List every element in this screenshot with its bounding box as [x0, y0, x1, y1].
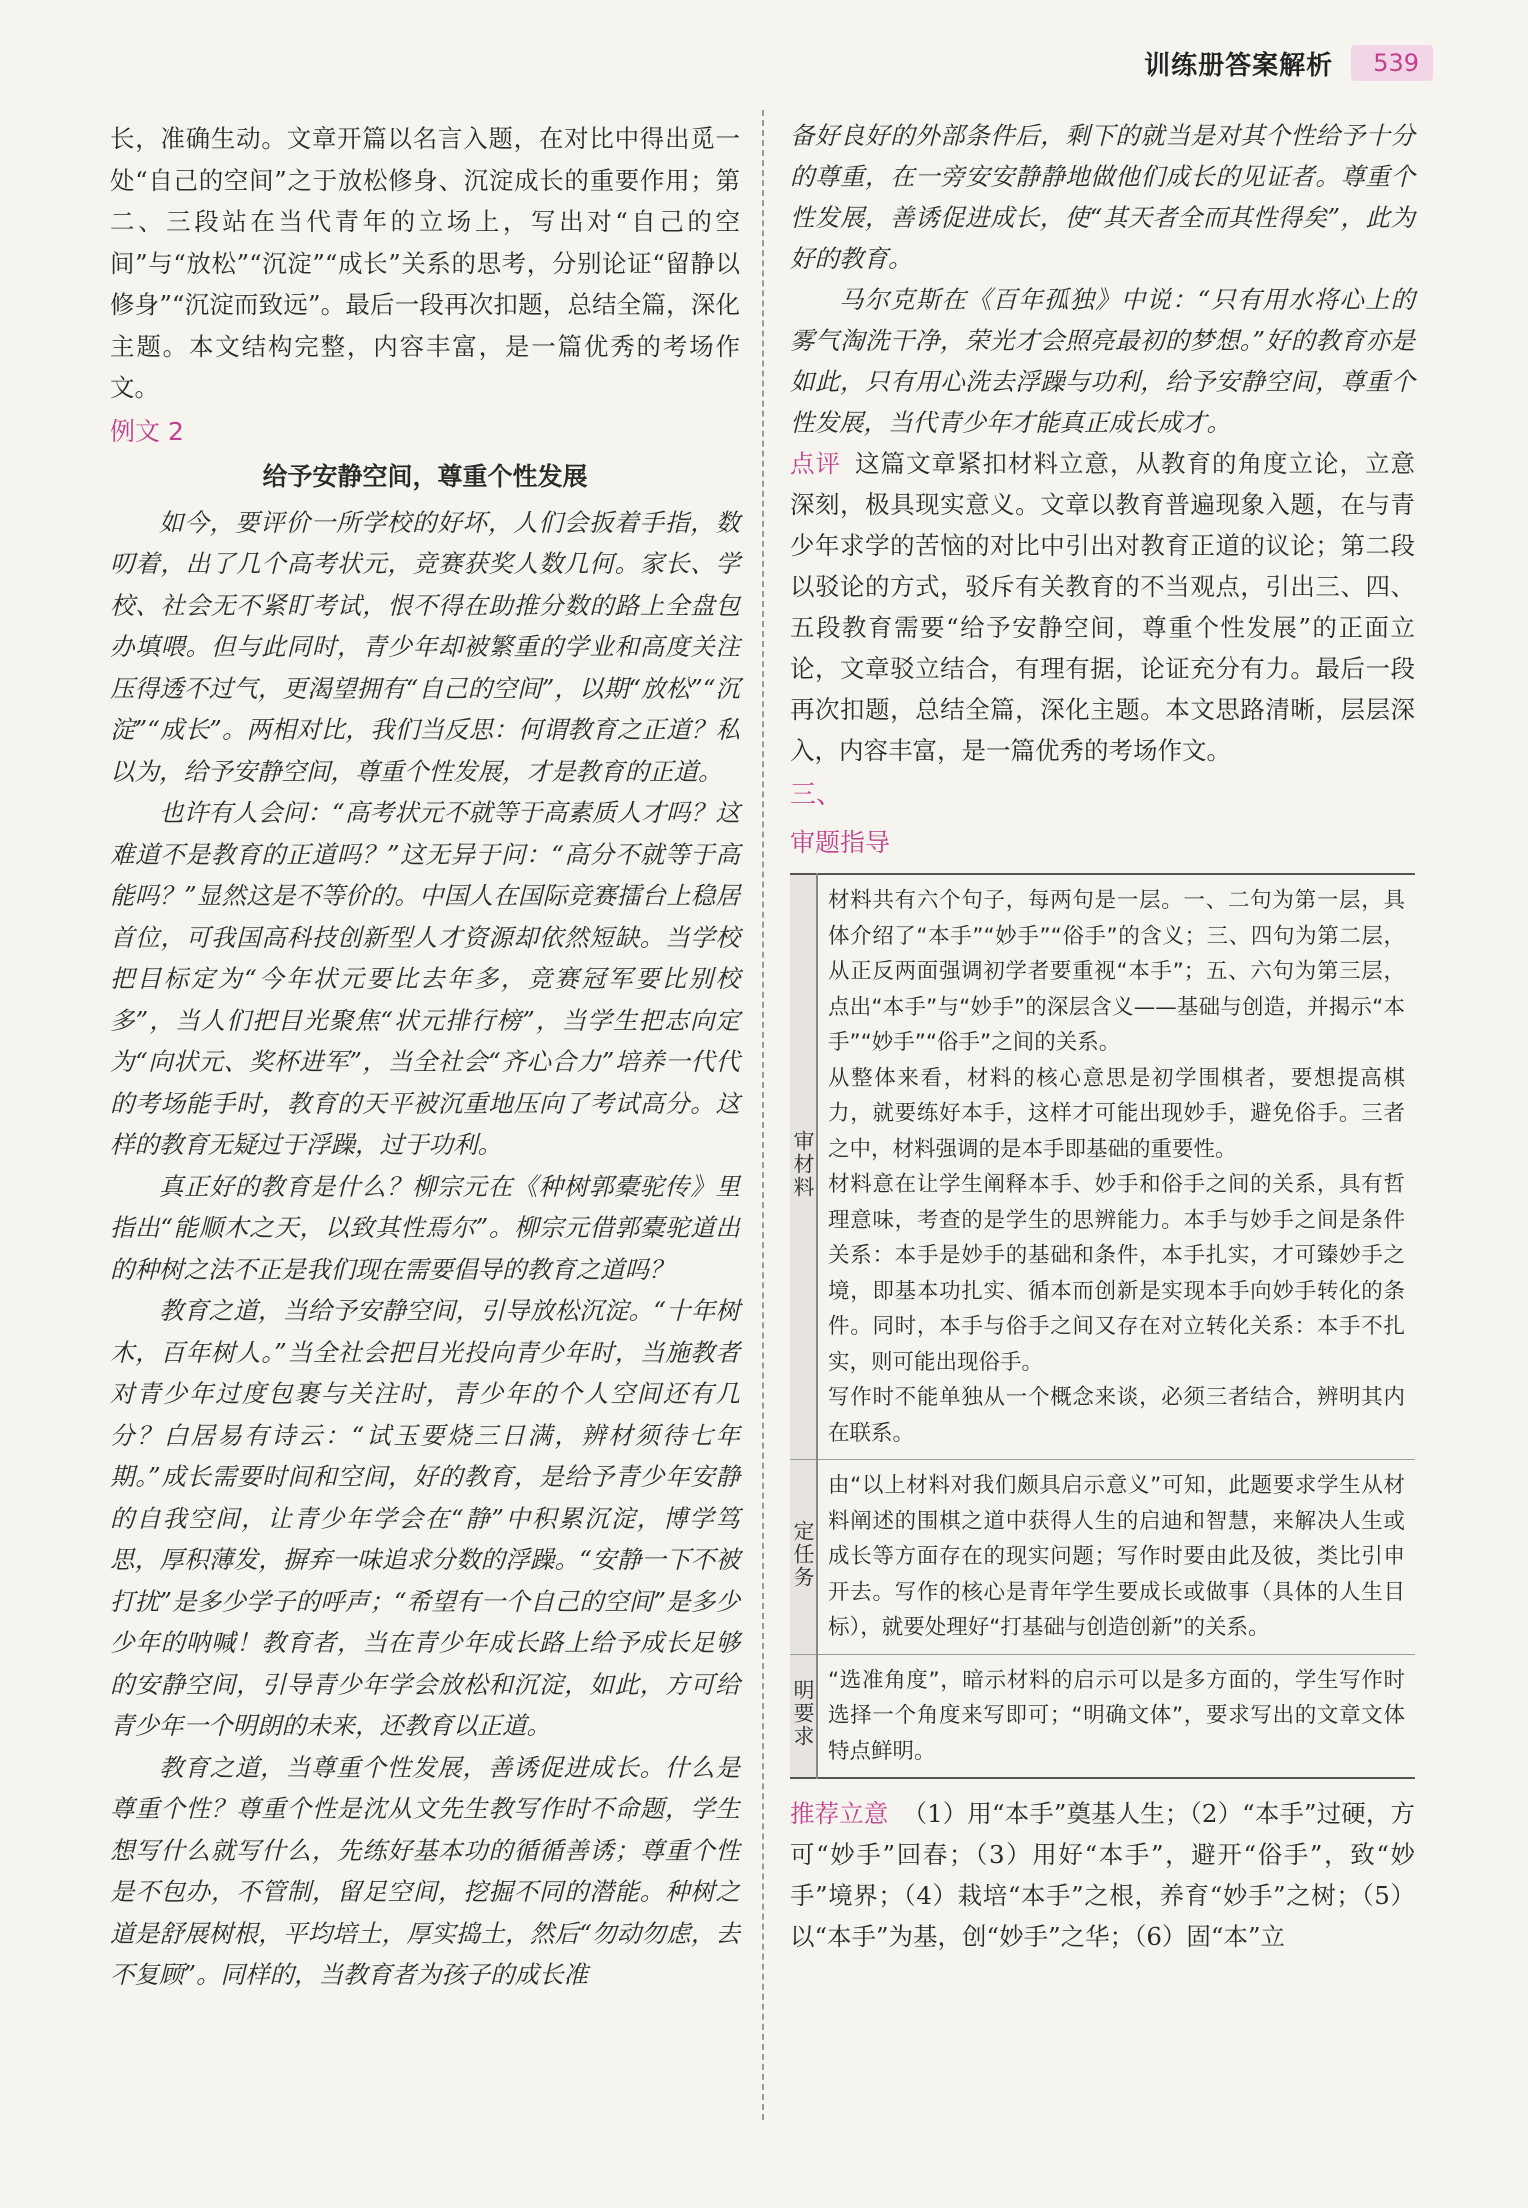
guide-heading: 审题指导	[790, 828, 891, 857]
recommend-text: （1）用“本手”奠基人生；（2）“本手”过硬，方可“妙手”回春；（3）用好“本手”，避开“俗手”，致“妙手”境界；（4）栽培“本手”之根，养育“妙手”之树；（5）以“本手”为基，创“妙手”之华；（6）固“本”立	[790, 1799, 1416, 1951]
header-title: 训练册答案解析	[1144, 50, 1334, 81]
table-row	[790, 1460, 1415, 1655]
row-paragraph: “选准角度”，暗示材料的启示可以是多方面的，学生写作时选择一个角度来写即可；“明确文体”，要求写出的文章文体特点鲜明。	[828, 1667, 1405, 1764]
essay-paragraph: 也许有人会问：“高考状元不就等于高素质人才吗？这难道不是教育的正道吗？”这无异于问：“高分不就等于高能吗？”显然这是不等价的。中国人在国际竞赛擂台上稳居首位，可我国高科技创新型人才资源却依然短缺。当学校把目标定为“今年状元要比去年多，竞赛冠军要比别校多”，当人们把目光聚焦“状元排行榜”，当学生把志向定为“向状元、奖杯进军”，当全社会“齐心合力”培养一代代的考场能手时，教育的天平被沉重地压向了考试高分。这样的教育无疑过于浮躁，过于功利。	[110, 798, 740, 1159]
right-column	[790, 115, 1415, 1957]
essay-paragraph: 如今，要评价一所学校的好坏，人们会扳着手指，数叨着，出了几个高考状元，竞赛获奖人数几何。家长、学校、社会无不紧盯考试，恨不得在助推分数的路上全盘包办填喂。但与此同时，青少年却被繁重的学业和高度关注压得透不过气，更渴望拥有“自己的空间”，以期“放松”“沉淀”“成长”。两相对比，我们当反思：何谓教育之正道？私以为，给予安静空间，尊重个性发展，才是教育的正道。	[110, 507, 740, 786]
recommend-label: 推荐立意	[790, 1799, 889, 1828]
row-label-cell	[790, 1460, 817, 1655]
essay-title: 给予安静空间，尊重个性发展	[262, 462, 588, 491]
column-divider	[762, 110, 764, 2120]
row-label-cell	[790, 1654, 817, 1778]
essay-paragraph: 真正好的教育是什么？柳宗元在《种树郭橐驼传》里指出“能顺木之天，以致其性焉尔”。柳宗元借郭橐驼道出的种树之法不正是我们现在需要倡导的教育之道吗？	[110, 1171, 740, 1284]
essay-paragraph: 马尔克斯在《百年孤独》中说：“只有用水将心上的雾气淘洗干净，荣光才会照亮最初的梦想。”好的教育亦是如此，只有用心洗去浮躁与功利，给予安静空间，尊重个性发展，当代青少年才能真正成长成才。	[790, 285, 1415, 437]
table-row	[790, 874, 1415, 1460]
page-header	[1144, 40, 1433, 86]
essay-paragraph: 教育之道，当尊重个性发展，善诱促进成长。什么是尊重个性？尊重个性是沈从文先生教写作时不命题，学生想写什么就写什么，先练好基本功的循循善诱；尊重个性是不包办，不管制，留足空间，挖掘不同的潜能。种树之道是舒展树根，平均培土，厚实捣土，然后“勿动勿虑，去不复顾”。同样的，当教育者为孩子的成长准	[110, 1752, 740, 1989]
row-label-cell	[790, 874, 817, 1460]
table-row	[790, 1654, 1415, 1778]
row-label: 定任务	[791, 1519, 815, 1589]
row-label: 明要求	[791, 1678, 815, 1748]
comment-block	[790, 443, 1415, 771]
row-content	[817, 874, 1415, 1460]
row-paragraph: 写作时不能单独从一个概念来谈，必须三者结合，辨明其内在联系。	[828, 1385, 1405, 1446]
section-number: 三、	[790, 780, 843, 810]
example-label: 例文 2	[110, 416, 184, 446]
comment-text: 这篇文章紧扣材料立意，从教育的角度立论，立意深刻，极具现实意义。文章以教育普遍现象入题，在与青少年求学的苦恼的对比中引出对教育正道的议论；第二段以驳论的方式，驳斥有关教育的不当观点，引出三、四、五段教育需要“给予安静空间，尊重个性发展”的正面立论，文章驳立结合，有理有据，论证充分有力。最后一段再次扣题，总结全篇，深化主题。本文思路清晰，层层深入，内容丰富，是一篇优秀的考场作文。	[790, 449, 1415, 765]
row-content	[817, 1460, 1415, 1655]
page-number: 539	[1351, 45, 1433, 81]
essay-paragraph: 备好良好的外部条件后，剩下的就当是对其个性给予十分的尊重，在一旁安安静静地做他们成长的见证者。尊重个性发展，善诱促进成长，使“其天者全而其性得矣”，此为好的教育。	[790, 121, 1415, 273]
intro-paragraph: 长，准确生动。文章开篇以名言入题，在对比中得出觅一处“自己的空间”之于放松修身、沉淀成长的重要作用；第二、三段站在当代青年的立场上，写出对“自己的空间”与“放松”“沉淀”“成长”关系的思考，分别论证“留静以修身”“沉淀而致远”。最后一段再次扣题，总结全篇，深化主题。本文结构完整，内容丰富，是一篇优秀的考场作文。	[110, 124, 740, 402]
row-paragraph: 由“以上材料对我们颇具启示意义”可知，此题要求学生从材料阐述的围棋之道中获得人生的启迪和智慧，来解决人生或成长等方面存在的现实问题；写作时要由此及彼，类比引申开去。写作的核心是青年学生要成长或做事（具体的人生目标），就要处理好“打基础与创造创新”的关系。	[828, 1473, 1405, 1640]
essay-paragraph: 教育之道，当给予安静空间，引导放松沉淀。“十年树木，百年树人。”当全社会把目光投向青少年时，当施教者对青少年过度包裹与关注时，青少年的个人空间还有几分？白居易有诗云：“试玉要烧三日满，辨材须待七年期。”成长需要时间和空间，好的教育，是给予青少年安静的自我空间，让青少年学会在“静”中积累沉淀，博学笃思，厚积薄发，摒弃一味追求分数的浮躁。“安静一下不被打扰”是多少学子的呼声；“希望有一个自己的空间”是多少少年的呐喊！教育者，当在青少年成长路上给予成长足够的安静空间，引导青少年学会放松和沉淀，如此，方可给青少年一个明朗的未来，还教育以正道。	[110, 1296, 740, 1740]
left-column	[110, 118, 740, 1996]
row-content	[817, 1654, 1415, 1778]
row-paragraph: 材料共有六个句子，每两句是一层。一、二句为第一层，具体介绍了“本手”“妙手”“俗手”的含义；三、四句为第二层，从正反两面强调初学者要重视“本手”；五、六句为第三层，点出“本手”与“妙手”的深层含义——基础与创造，并揭示“本手”“妙手”“俗手”之间的关系。	[828, 888, 1405, 1055]
guide-table	[790, 873, 1415, 1779]
row-label: 审材料	[791, 1130, 815, 1199]
row-paragraph: 材料意在让学生阐释本手、妙手和俗手之间的关系，具有哲理意味，考查的是学生的思辨能力。本手与妙手之间是条件关系：本手是妙手的基础和条件，本手扎实，才可臻妙手之境，即基本功扎实、循本而创新是实现本手向妙手转化的条件。同时，本手与俗手之间又存在对立转化关系：本手不扎实，则可能出现俗手。	[828, 1172, 1405, 1375]
comment-label: 点评	[790, 449, 841, 478]
recommend-block	[790, 1793, 1415, 1957]
row-paragraph: 从整体来看，材料的核心意思是初学围棋者，要想提高棋力，就要练好本手，这样才可能出现妙手，避免俗手。三者之中，材料强调的是本手即基础的重要性。	[828, 1065, 1405, 1162]
